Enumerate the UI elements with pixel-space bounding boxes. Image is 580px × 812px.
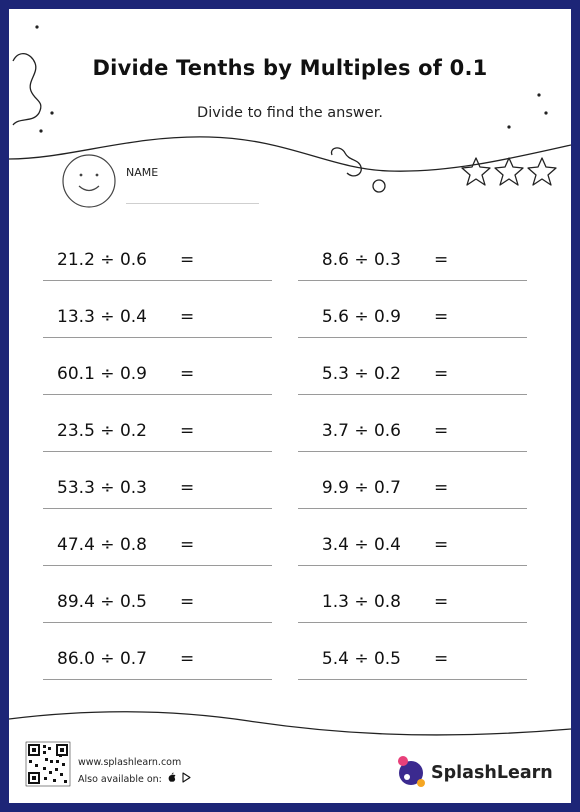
problem-expression: 23.5 ÷ 0.2 xyxy=(57,421,147,441)
answer-line[interactable] xyxy=(298,679,527,680)
equals-sign: = xyxy=(434,250,449,270)
problem-expression: 3.4 ÷ 0.4 xyxy=(321,535,401,555)
dot-decoration xyxy=(39,129,42,132)
name-label: NAME xyxy=(126,166,159,179)
problem-item xyxy=(291,364,521,384)
answer-line[interactable] xyxy=(43,565,272,566)
dot-decoration xyxy=(35,25,38,28)
problem-item xyxy=(37,649,267,669)
problem-item xyxy=(37,250,267,270)
problem-expression: 86.0 ÷ 0.7 xyxy=(57,649,147,669)
problem-expression: 8.6 ÷ 0.3 xyxy=(321,250,401,270)
problem-expression: 13.3 ÷ 0.4 xyxy=(57,307,147,327)
play-store-icon[interactable] xyxy=(181,772,192,783)
splashlearn-logo-icon xyxy=(398,756,425,787)
equals-sign: = xyxy=(434,307,449,327)
answer-line[interactable] xyxy=(298,565,527,566)
problem-item xyxy=(37,364,267,384)
problem-item xyxy=(291,307,521,327)
footer-wave xyxy=(9,712,571,735)
qr-code-icon xyxy=(26,742,70,786)
equals-sign: = xyxy=(180,250,195,270)
problem-item xyxy=(37,307,267,327)
equals-sign: = xyxy=(434,421,449,441)
problem-expression: 1.3 ÷ 0.8 xyxy=(321,592,401,612)
star-icon xyxy=(462,158,490,185)
available-on-label: Also available on: xyxy=(78,774,162,785)
worksheet-instruction: Divide to find the answer. xyxy=(197,105,383,121)
equals-sign: = xyxy=(180,649,195,669)
problem-expression: 3.7 ÷ 0.6 xyxy=(321,421,401,441)
store-icons xyxy=(167,772,192,783)
answer-line[interactable] xyxy=(43,337,272,338)
answer-line[interactable] xyxy=(298,280,527,281)
problem-expression: 53.3 ÷ 0.3 xyxy=(57,478,147,498)
star-icon xyxy=(528,158,556,185)
smiley-face-icon xyxy=(63,155,115,207)
problem-item xyxy=(37,535,267,555)
problem-expression: 89.4 ÷ 0.5 xyxy=(57,592,147,612)
equals-sign: = xyxy=(180,307,195,327)
problem-item xyxy=(291,649,521,669)
equals-sign: = xyxy=(180,364,195,384)
problem-item xyxy=(37,478,267,498)
equals-sign: = xyxy=(180,478,195,498)
answer-line[interactable] xyxy=(43,280,272,281)
equals-sign: = xyxy=(180,535,195,555)
website-link[interactable]: www.splashlearn.com xyxy=(78,757,182,768)
answer-line[interactable] xyxy=(298,451,527,452)
problem-item xyxy=(291,592,521,612)
dot-decoration xyxy=(507,125,510,128)
circle-decoration xyxy=(373,180,385,192)
decorative-background xyxy=(9,9,571,803)
problem-expression: 9.9 ÷ 0.7 xyxy=(321,478,401,498)
equals-sign: = xyxy=(434,364,449,384)
answer-line[interactable] xyxy=(298,622,527,623)
brand-name: SplashLearn xyxy=(431,763,553,783)
answer-line[interactable] xyxy=(298,337,527,338)
answer-line[interactable] xyxy=(298,394,527,395)
problem-expression: 5.6 ÷ 0.9 xyxy=(321,307,401,327)
problem-item xyxy=(37,421,267,441)
answer-line[interactable] xyxy=(43,508,272,509)
problem-expression: 60.1 ÷ 0.9 xyxy=(57,364,147,384)
problem-item xyxy=(291,478,521,498)
dot-decoration xyxy=(537,93,540,96)
problem-item xyxy=(37,592,267,612)
worksheet-title: Divide Tenths by Multiples of 0.1 xyxy=(92,56,488,80)
equals-sign: = xyxy=(434,649,449,669)
equals-sign: = xyxy=(434,592,449,612)
problem-expression: 5.3 ÷ 0.2 xyxy=(321,364,401,384)
answer-line[interactable] xyxy=(43,679,272,680)
name-field-line[interactable] xyxy=(126,203,259,204)
answer-line[interactable] xyxy=(298,508,527,509)
answer-line[interactable] xyxy=(43,622,272,623)
problem-item xyxy=(291,535,521,555)
problem-item xyxy=(291,421,521,441)
answer-line[interactable] xyxy=(43,394,272,395)
equals-sign: = xyxy=(434,478,449,498)
equals-sign: = xyxy=(180,421,195,441)
problem-expression: 47.4 ÷ 0.8 xyxy=(57,535,147,555)
star-icon xyxy=(495,158,523,185)
equals-sign: = xyxy=(434,535,449,555)
problem-expression: 21.2 ÷ 0.6 xyxy=(57,250,147,270)
answer-line[interactable] xyxy=(43,451,272,452)
problem-item xyxy=(291,250,521,270)
problem-expression: 5.4 ÷ 0.5 xyxy=(321,649,401,669)
header-wave xyxy=(9,137,571,171)
equals-sign: = xyxy=(180,592,195,612)
